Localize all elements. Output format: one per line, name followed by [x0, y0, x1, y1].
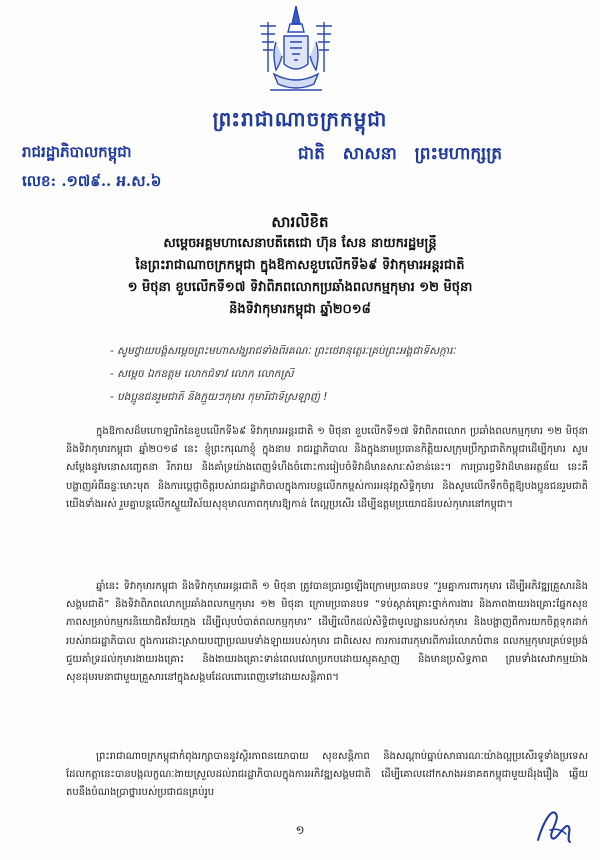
salutation-line-1: - សូមថ្វាយបង្គំសម្តេចព្រះមហាសង្ឃរាជទាំងពីរគណៈ ព្រះថេរានុត្ថេរៈគ្រប់ព្រះអង្គជាទីសក្ការៈ — [110, 345, 456, 357]
body-paragraph-2 — [66, 578, 588, 744]
salutation-line-2: - សម្តេច ឯកឧត្តម លោកជំទាវ លោក លោកស្រី — [110, 368, 294, 380]
body-paragraph-1 — [66, 423, 588, 571]
paragraph-text: ឆ្នាំនេះ ទិវាកុមារកម្ពុជា និងទិវាកុមារអន្តរជាតិ ១ មិថុនា ត្រូវបានប្រារព្ធឡើងក្រោមប្រធានបទ “រួមគ្នាការពារកុមារ ដើម្បីអភិវឌ្ឍគ្រួសារនិងសង្គមជាតិ” និងទិវាពិភពលោកប្រឆាំងពលកម្មកុមារ ១២ មិថុនា ក្រោមប្រធានបទ “ទប់ស្កាត់គ្រោះថ្នាក់ការងារ និងភាពងាយរងគ្រោះផ្នែកសុខភាពសម្រាប់កម្មករនិយោជិតវ័យក្មេង ដើម្បីលុបបំបាត់ពលកម្មកុមារ” ដើម្បីលើកដល់សិទ្ធិជាមូលដ្ឋានរបស់កុមារ និងបង្ហាញពីការយកចិត្តទុកដាក់របស់រាជរដ្ឋាភិបាល ក្នុងការដោះស្រាយបញ្ហាប្រឈមទាំងឡាយរបស់កុមារ ជាពិសេស ការការពារកុមារពីការរំលោភបំពាន ពលកម្មកុមារគ្រប់ទម្រង់ ជួយគាំទ្រដល់កុមារងាយរងគ្រោះ និងងាយរងគ្រោះទាន់ពេលវេលាប្រកបដោយស្មុគស្មាញ និងមានប្រសិទ្ធភាព ព្រមទាំងសេវាកម្មយ៉ាងសុខដុមរមនាជាមួយគ្រួសារនៅក្នុងសង្គមដែលពោរពេញទៅដោយសន្តិភាព។ — [66, 581, 588, 684]
headline-line-2: នៃព្រះរាជាណាចក្រកម្ពុជា ក្នុងឱកាសខួបលើកទី៦៩ ទិវាកុមារអន្តរជាតិ — [135, 258, 465, 273]
headline-line-1: សម្តេចអគ្គមហាសេនាបតីតេជោ ហ៊ុន សែន នាយករដ្ឋមន្ត្រី — [163, 236, 437, 251]
reference-number: លេខ: .១៧៩.. អ.ស.៦ — [22, 172, 162, 190]
headline-line-4: និងទិវាកុមារកម្ពុជា ឆ្នាំ២០១៨ — [229, 302, 371, 317]
kingdom-title: ព្រះរាជាណាចក្រកម្ពុជា — [212, 107, 388, 131]
page-number: ១ — [295, 823, 305, 837]
body-paragraph-3 — [66, 748, 588, 804]
paragraph-text: ព្រះរាជាណាចក្រកម្ពុជាកំពុងរក្សាបាននូវស្ថិរភាពនយោបាយ សុខសន្តិភាព និងសណ្តាប់ធ្នាប់សាធារណៈយ៉ាងល្អប្រសើរទូទាំងប្រទេស ដែលកត្តានេះបានបង្កលក្ខណៈងាយស្រួលដល់រាជរដ្ឋាភិបាលក្នុងការអភិវឌ្ឍសង្គមជាតិ ដើម្បីគោលដៅកសាងអនាគតកម្ពុជាមួយដ៏រុងរឿង ឆ្លើយតបនឹងបំណងប្រាថ្នារបស់ប្រជាជនគ្រប់រូប — [66, 751, 588, 799]
document-type-label: សារលិខិត — [271, 213, 329, 231]
signature-icon — [530, 800, 578, 850]
salutation-line-3: - បងប្អូនជនរួមជាតិ និងក្មួយៗកុមារ កុមារីជាទីស្រឡាញ់ ! — [110, 391, 328, 403]
headline-line-3: ១ មិថុនា ខួបលើកទី១៧ ទិវាពិភពលោកប្រឆាំងពលកម្មកុមារ ១២ មិថុនា — [127, 280, 473, 295]
government-name: រាជរដ្ឋាភិបាលកម្ពុជា — [22, 143, 132, 161]
royal-arms-emblem-icon — [246, 2, 346, 98]
paragraph-text: ក្នុងឱកាសដ៏មហោឡារិកនៃខួបលើកទី៦៩ ទិវាកុមារអន្តរជាតិ ១ មិថុនា ខួបលើកទី១៧ ទិវាពិភពលោក ប្រឆាំងពលកម្មកុមារ ១២ មិថុនា និងទិវាកុមារកម្ពុជា ឆ្នាំ២០១៨ នេះ ខ្ញុំព្រះករុណាខ្ញុំ ក្នុងនាម រាជរដ្ឋាភិបាល និងក្នុងនាមប្រធានកិត្តិយសក្រុមប្រឹក្សាជាតិកម្ពុជាដើម្បីកុមារ សូមសម្តែងនូវមនោសញ្ចេតនា រីករាយ និងគាំទ្រយ៉ាងពេញទំហឹងចំពោះការរៀបចំទិវាដ៏មានសារៈសំខាន់នេះ។ ការប្រារព្ធទិវាដ៏មានអត្ថន័យ នេះគឺបង្ហាញអំពីឆន្ទៈមោះមុត និងការប្តេជ្ញាចិត្តរបស់រាជរដ្ឋាភិបាលក្នុងការបន្តលើកកម្ពស់ការអនុវត្តសិទ្ធិកុមារ និងសូមលើកទឹកចិត្តឱ្យបងប្អូនជនរួមជាតិយើងទាំងអស់ រួមគ្នាបន្តលើកស្ទួយវិស័យសុខុមាលភាពកុមារឱ្យកាន់ តែល្អប្រសើរ ដើម្បីឧត្តមប្រយោជន៍របស់កុមារនៅកម្ពុជា។ — [66, 426, 588, 510]
nation-motto: ជាតិ សាសនា ព្រះមហាក្សត្រ — [297, 144, 503, 164]
